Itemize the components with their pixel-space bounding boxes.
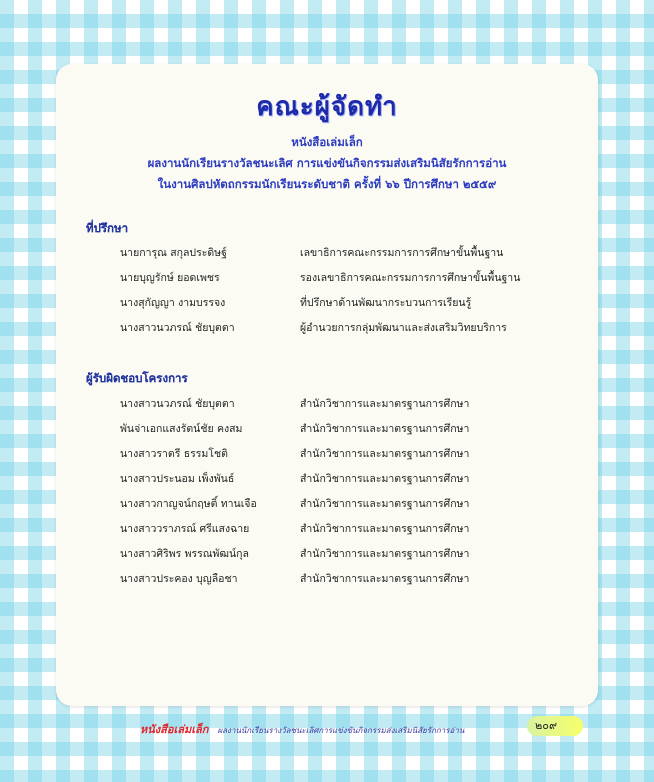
coordinator-name: นางสาวประนอม เพ็งพันธ์ — [120, 473, 235, 485]
coordinator-position: สำนักวิชาการและมาตรฐานการศึกษา — [300, 548, 470, 560]
advisor-position: รองเลขาธิการคณะกรรมการการศึกษาขั้นพื้นฐาน — [300, 272, 521, 284]
coordinator-name: นางสาววราภรณ์ ศรีแสงฉาย — [120, 523, 250, 535]
coordinators-heading: ผู้รับผิดชอบโครงการ — [86, 371, 188, 385]
coordinator-name: นางสาวราตรี ธรรมโชติ — [120, 448, 228, 460]
coordinator-row — [56, 570, 598, 588]
content-card — [56, 64, 598, 706]
advisor-name: นางสุกัญญา งามบรรจง — [120, 297, 226, 309]
coordinator-position: สำนักวิชาการและมาตรฐานการศึกษา — [300, 523, 470, 535]
coordinator-name: นางสาวศิริพร พรรณพัฒน์กุล — [120, 548, 249, 560]
coordinator-name: นางสาวกาญจน์กฤษติ์ ทานเจือ — [120, 498, 257, 510]
advisor-row — [56, 244, 598, 262]
footer-description: ผลงานนักเรียนรางวัลชนะเลิศการแข่งขันกิจกรรมส่งเสริมนิสัยรักการอ่าน — [217, 726, 465, 735]
advisor-name: นายการุณ สกุลประดิษฐ์ — [120, 247, 227, 259]
coordinator-position: สำนักวิชาการและมาตรฐานการศึกษา — [300, 398, 470, 410]
coordinator-row — [56, 445, 598, 463]
coordinator-position: สำนักวิชาการและมาตรฐานการศึกษา — [300, 498, 470, 510]
coordinator-position: สำนักวิชาการและมาตรฐานการศึกษา — [300, 448, 470, 460]
advisors-heading: ที่ปรึกษา — [86, 221, 129, 235]
advisor-row — [56, 319, 598, 337]
advisor-name: นางสาวนวภรณ์ ชัยบุตตา — [120, 322, 235, 334]
coordinator-row — [56, 420, 598, 438]
advisor-position: ที่ปรึกษาด้านพัฒนากระบวนการเรียนรู้ — [300, 297, 472, 309]
page-number: ๒๐๙ — [527, 716, 583, 736]
subtitle-line-2: ผลงานนักเรียนรางวัลชนะเลิศ การแข่งขันกิจกรรมส่งเสริมนิสัยรักการอ่าน — [147, 156, 507, 170]
coordinator-row — [56, 545, 598, 563]
coordinator-position: สำนักวิชาการและมาตรฐานการศึกษา — [300, 473, 470, 485]
footer-brand: หนังสือเล่มเล็ก — [140, 723, 209, 736]
advisor-row — [56, 269, 598, 287]
coordinator-name: นางสาวประคอง บุญลือชา — [120, 573, 238, 585]
subtitle-line-3: ในงานศิลปหัตถกรรมนักเรียนระดับชาติ ครั้งที่ ๖๖ ปีการศึกษา ๒๕๕๙ — [157, 177, 497, 191]
coordinator-name: พันจ่าเอกแสงรัตน์ชัย คงสม — [120, 423, 243, 435]
coordinator-position: สำนักวิชาการและมาตรฐานการศึกษา — [300, 573, 470, 585]
subtitle-line-1: หนังสือเล่มเล็ก — [291, 135, 363, 149]
coordinator-row — [56, 495, 598, 513]
coordinator-row — [56, 395, 598, 413]
coordinator-position: สำนักวิชาการและมาตรฐานการศึกษา — [300, 423, 470, 435]
coordinator-row — [56, 470, 598, 488]
advisor-row — [56, 294, 598, 312]
coordinator-row — [56, 520, 598, 538]
advisor-name: นายบุญรักษ์ ยอดเพชร — [120, 272, 220, 284]
coordinator-name: นางสาวนวภรณ์ ชัยบุตตา — [120, 398, 235, 410]
advisor-position: เลขาธิการคณะกรรมการการศึกษาขั้นพื้นฐาน — [300, 247, 504, 259]
page-title: คณะผู้จัดทำ — [256, 92, 398, 122]
footer — [140, 718, 590, 736]
advisor-position: ผู้อำนวยการกลุ่มพัฒนาและส่งเสริมวิทยบริการ — [300, 322, 507, 334]
